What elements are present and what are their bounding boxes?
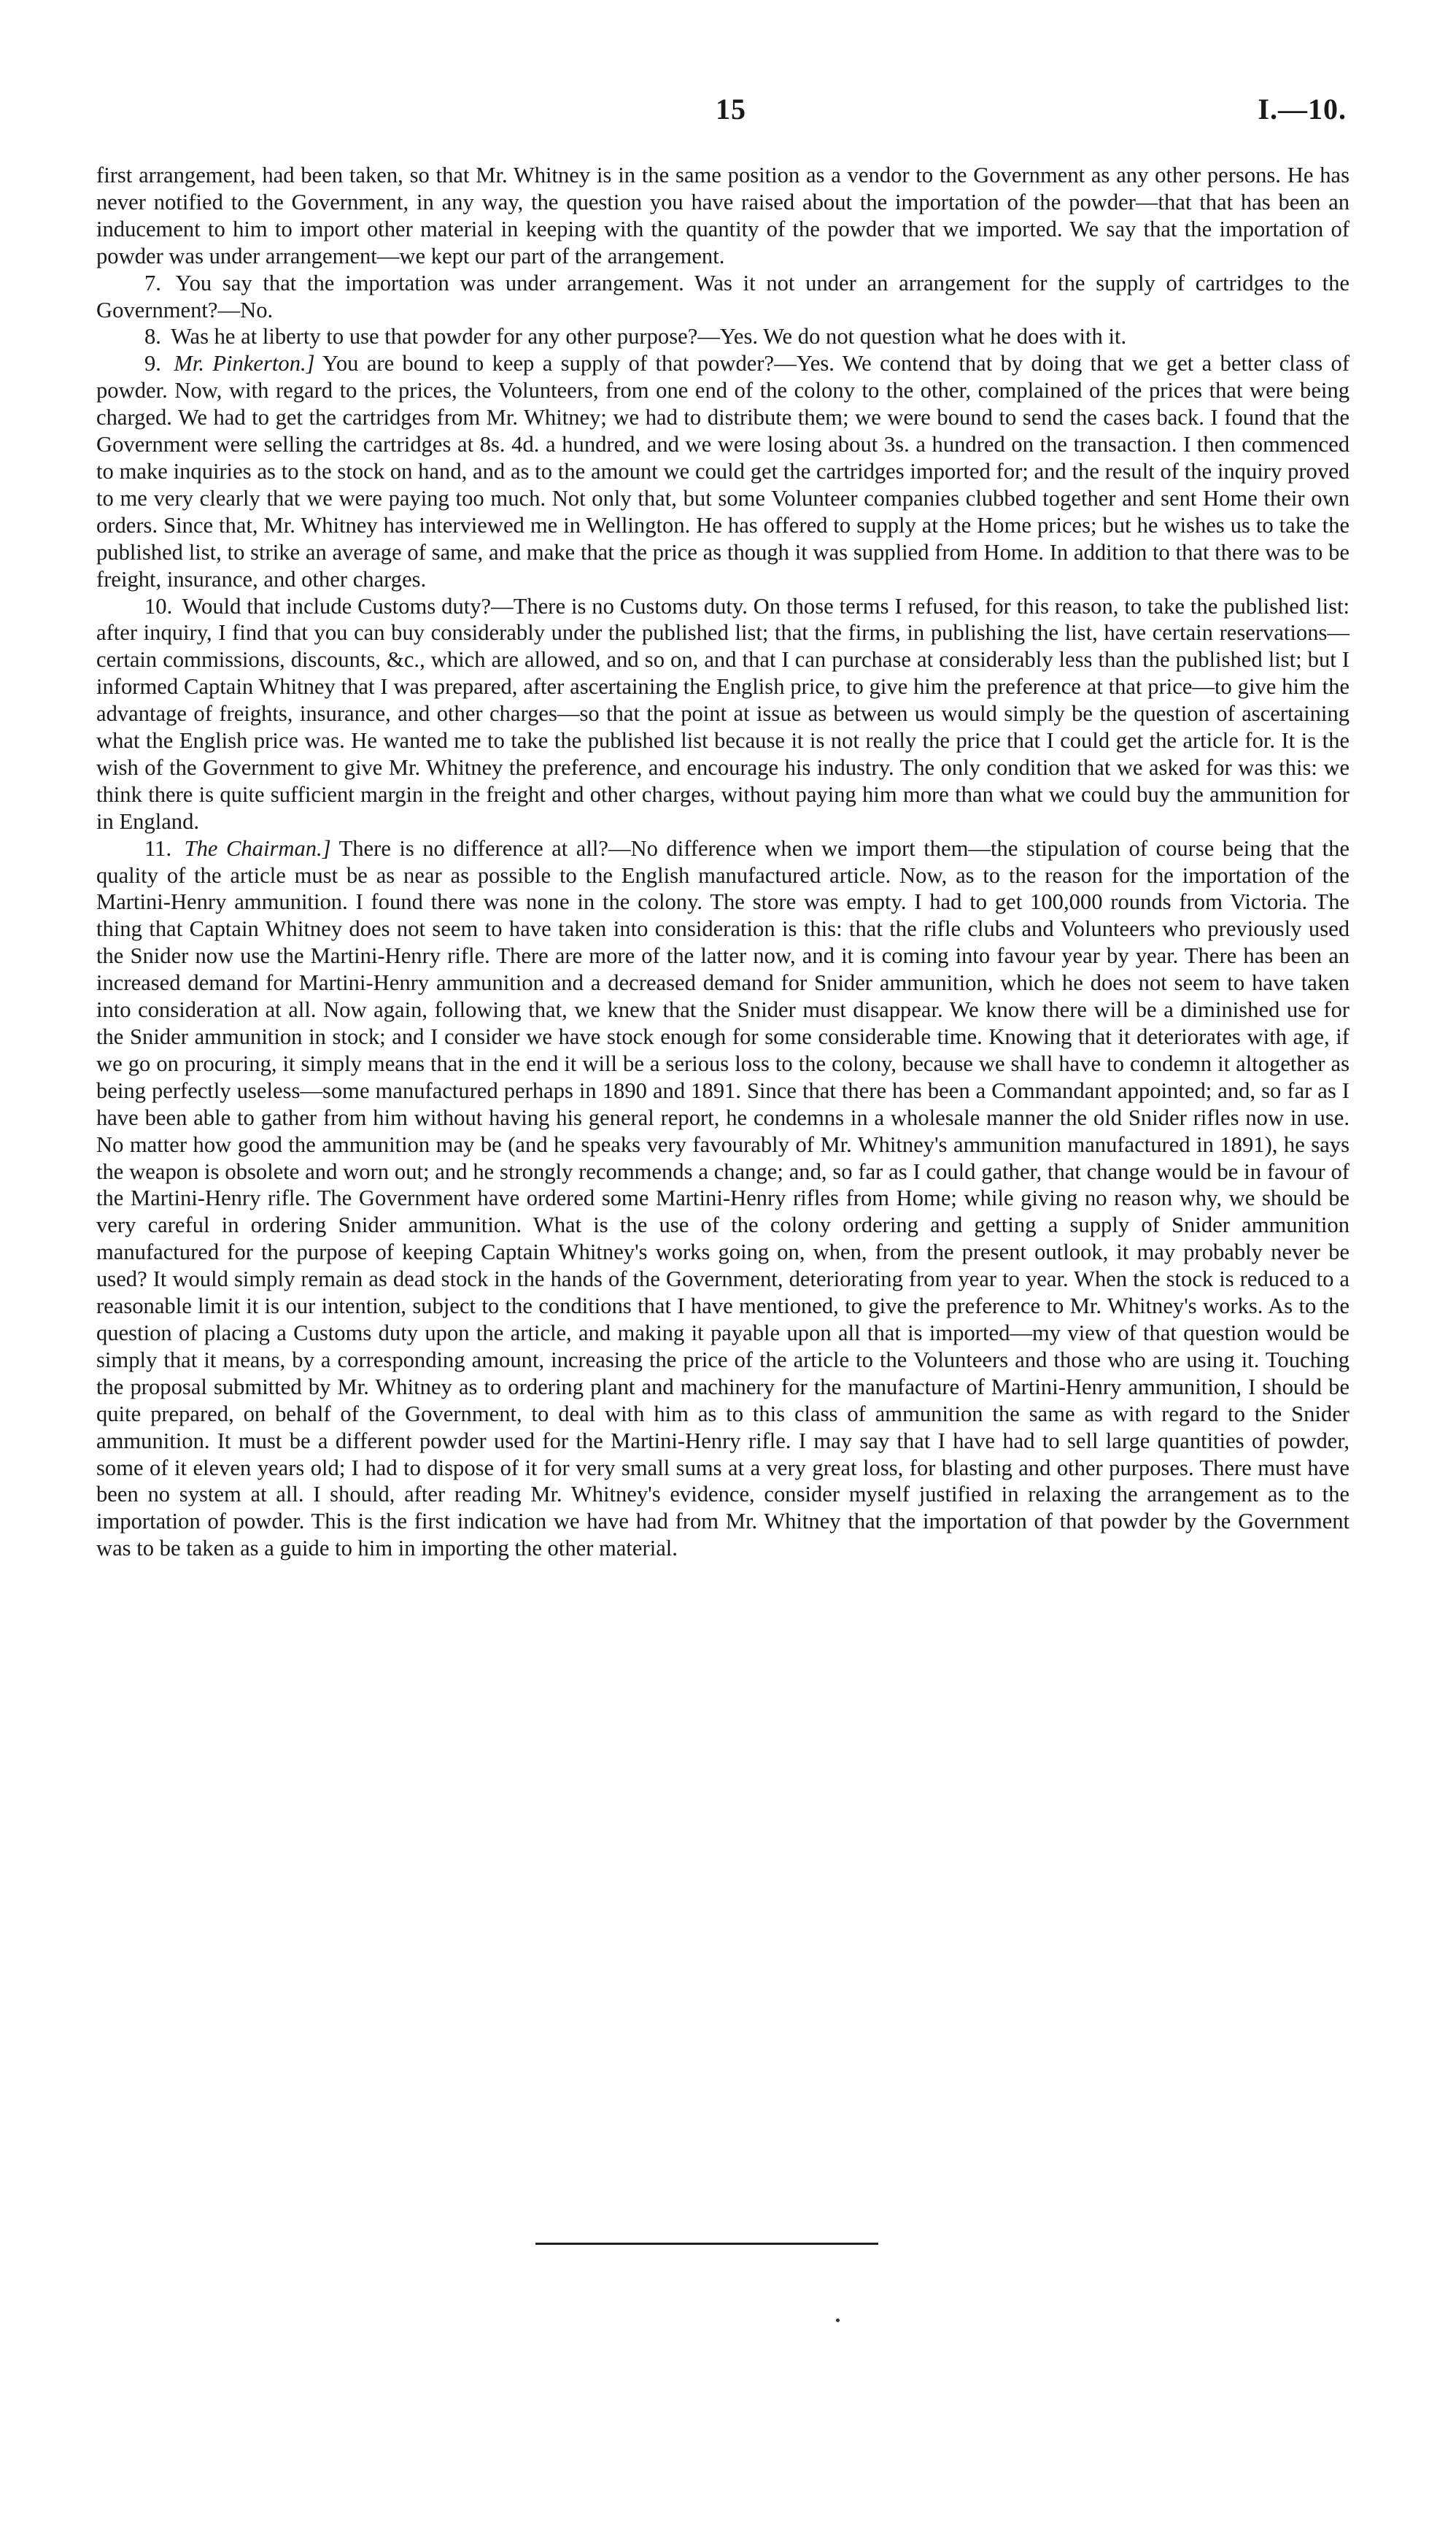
paragraph-8 [96, 323, 1349, 350]
paragraph-number: 11. [144, 835, 172, 861]
paragraph-9 [96, 350, 1349, 592]
paragraph-text: first arrangement, had been taken, so that Mr. Whitney is in the same position as a vendor to the Government as any other persons. He has never notified to the Government, in any way, the question you have raised about the importation of the powder—that that has been an inducement to him to import other material in keeping with the quantity of the powder that we imported. We say that the importation of powder was under arrangement—we kept our part of the arrangement. [96, 163, 1349, 268]
paragraph-11 [96, 835, 1349, 1562]
page-number: 15 [716, 93, 746, 125]
paragraph-continued [96, 162, 1349, 270]
paragraph-number: 7. [144, 270, 161, 295]
paragraph-7 [96, 270, 1349, 324]
speaker-name: The Chairman.] [184, 835, 331, 861]
evidence-body [96, 162, 1349, 1562]
paragraph-10 [96, 593, 1349, 835]
speaker-name: Mr. Pinkerton.] [174, 351, 315, 376]
paragraph-number: 8. [144, 324, 161, 349]
paragraph-text: Would that include Customs duty?—There is no Customs duty. On those terms I refused, for this reason, to take the published list: after inquiry, I find that you can buy considerably under the published list; that the firms, in publishing the list, have certain reservations—certain commissions, discounts, &c., which are allowed, and so on, and that I can purchase at considerably less than the published list; but I informed Captain Whitney that I was prepared, after ascertaining the English price, to give him the preference at that price—to give him the advantage of freights, insurance, and other charges—so that the point at issue as between us would simply be the question of ascertaining what the English price was. He wanted me to take the published list because it is not really the price that I could get the article for. It is the wish of the Government to give Mr. Whitney the preference, and encourage his industry. The only condition that we asked for was this: we think there is quite sufficient margin in the freight and other charges, without paying him more than what we could buy the ammunition for in England. [96, 593, 1349, 834]
paragraph-text: Was he at liberty to use that powder for any other purpose?—Yes. We do not question what he does with it. [171, 324, 1127, 349]
print-speck [836, 2319, 840, 2322]
paragraph-text: There is no difference at all?—No difference when we import them—the stipulation of course being that the quality of the article must be as near as possible to the English manufactured article. Now, as to the reason for the importation of the Martini-Henry ammunition. I found there was none in the colony. The store was empty. I had to get 100,000 rounds from Victoria. The thing that Captain Whitney does not seem to have taken into consideration is this: that the rifle clubs and Volunteers who previously used the Snider now use the Martini-Henry rifle. There are more of the latter now, and it is coming into favour year by year. There has been an increased demand for Martini-Henry ammunition and a decreased demand for Snider ammunition, which he does not seem to have taken into consideration at all. Now again, following that, we knew that the Snider must disappear. We know there will be a diminished use for the Snider ammunition in stock; and I consider we have stock enough for some considerable time. Knowing that it deteriorates with age, if we go on procuring, it simply means that in the end it will be a serious loss to the colony, because we shall have to condemn it altogether as being perfectly useless—some manufactured perhaps in 1890 and 1891. Since that there has been a Commandant appointed; and, so far as I have been able to gather from him without having his general report, he condemns in a wholesale manner the old Snider rifles now in use. No matter how good the ammunition may be (and he speaks very favourably of Mr. Whitney's ammunition manufactured in 1891), he says the weapon is obsolete and worn out; and he strongly recommends a change; and, so far as I could gather, that change would be in favour of the Martini-Henry rifle. The Government have ordered some Martini-Henry rifles from Home; while giving no reason why, we should be very careful in ordering Snider ammunition. What is the use of the colony ordering and getting a supply of Snider ammunition manufactured for the purpose of keeping Captain Whitney's works going on, when, from the present outlook, it may probably never be used? It would simply remain as dead stock in the hands of the Government, deteriorating from year to year. When the stock is reduced to a reasonable limit it is our intention, subject to the conditions that I have mentioned, to give the preference to Mr. Whitney's works. As to the question of placing a Customs duty upon the article, and making it payable upon all that is imported—my view of that question would be simply that it means, by a corresponding amount, increasing the price of the article to the Volunteers and those who are using it. Touching the proposal submitted by Mr. Whitney as to ordering plant and machinery for the manufacture of Martini-Henry ammunition, I should be quite prepared, on behalf of the Government, to deal with him as to this class of ammunition the same as with regard to the Snider ammunition. It must be a different powder used for the Martini-Henry rifle. I may say that I have had to sell large quantities of powder, some of it eleven years old; I had to dispose of it for very small sums at a very great loss, for blasting and other purposes. There must have been no system at all. I should, after reading Mr. Whitney's evidence, consider myself justified in relaxing the arrangement as to the importation of powder. This is the first indication we have had from Mr. Whitney that the importation of that powder by the Government was to be taken as a guide to him in importing the other material. [96, 835, 1350, 1561]
paragraph-text: You say that the importation was under arrangement. Was it not under an arrangement for the supply of cartridges to the Government?—No. [96, 270, 1349, 322]
section-end-rule [535, 2243, 878, 2245]
document-reference: I.—10. [1258, 93, 1347, 125]
paragraph-text: You are bound to keep a supply of that powder?—Yes. We contend that by doing that we get a better class of powder. Now, with regard to the prices, the Volunteers, from one end of the colony to the other, complained of the prices that were being charged. We had to get the cartridges from Mr. Whitney; we had to distribute them; we were bound to send the cases back. I found that the Government were selling the cartridges at 8s. 4d. a hundred, and we were losing about 3s. a hundred on the transaction. I then commenced to make inquiries as to the stock on hand, and as to the amount we could get the cartridges imported for; and the result of the inquiry proved to me very clearly that we were paying too much. Not only that, but some Volunteer companies clubbed together and sent Home their own orders. Since that, Mr. Whitney has interviewed me in Wellington. He has offered to supply at the Home prices; but he wishes us to take the published list, to strike an average of same, and make that the price as though it was supplied from Home. In addition to that there was to be freight, insurance, and other charges. [96, 351, 1350, 592]
paragraph-number: 10. [144, 593, 173, 619]
paragraph-number: 9. [144, 351, 161, 376]
